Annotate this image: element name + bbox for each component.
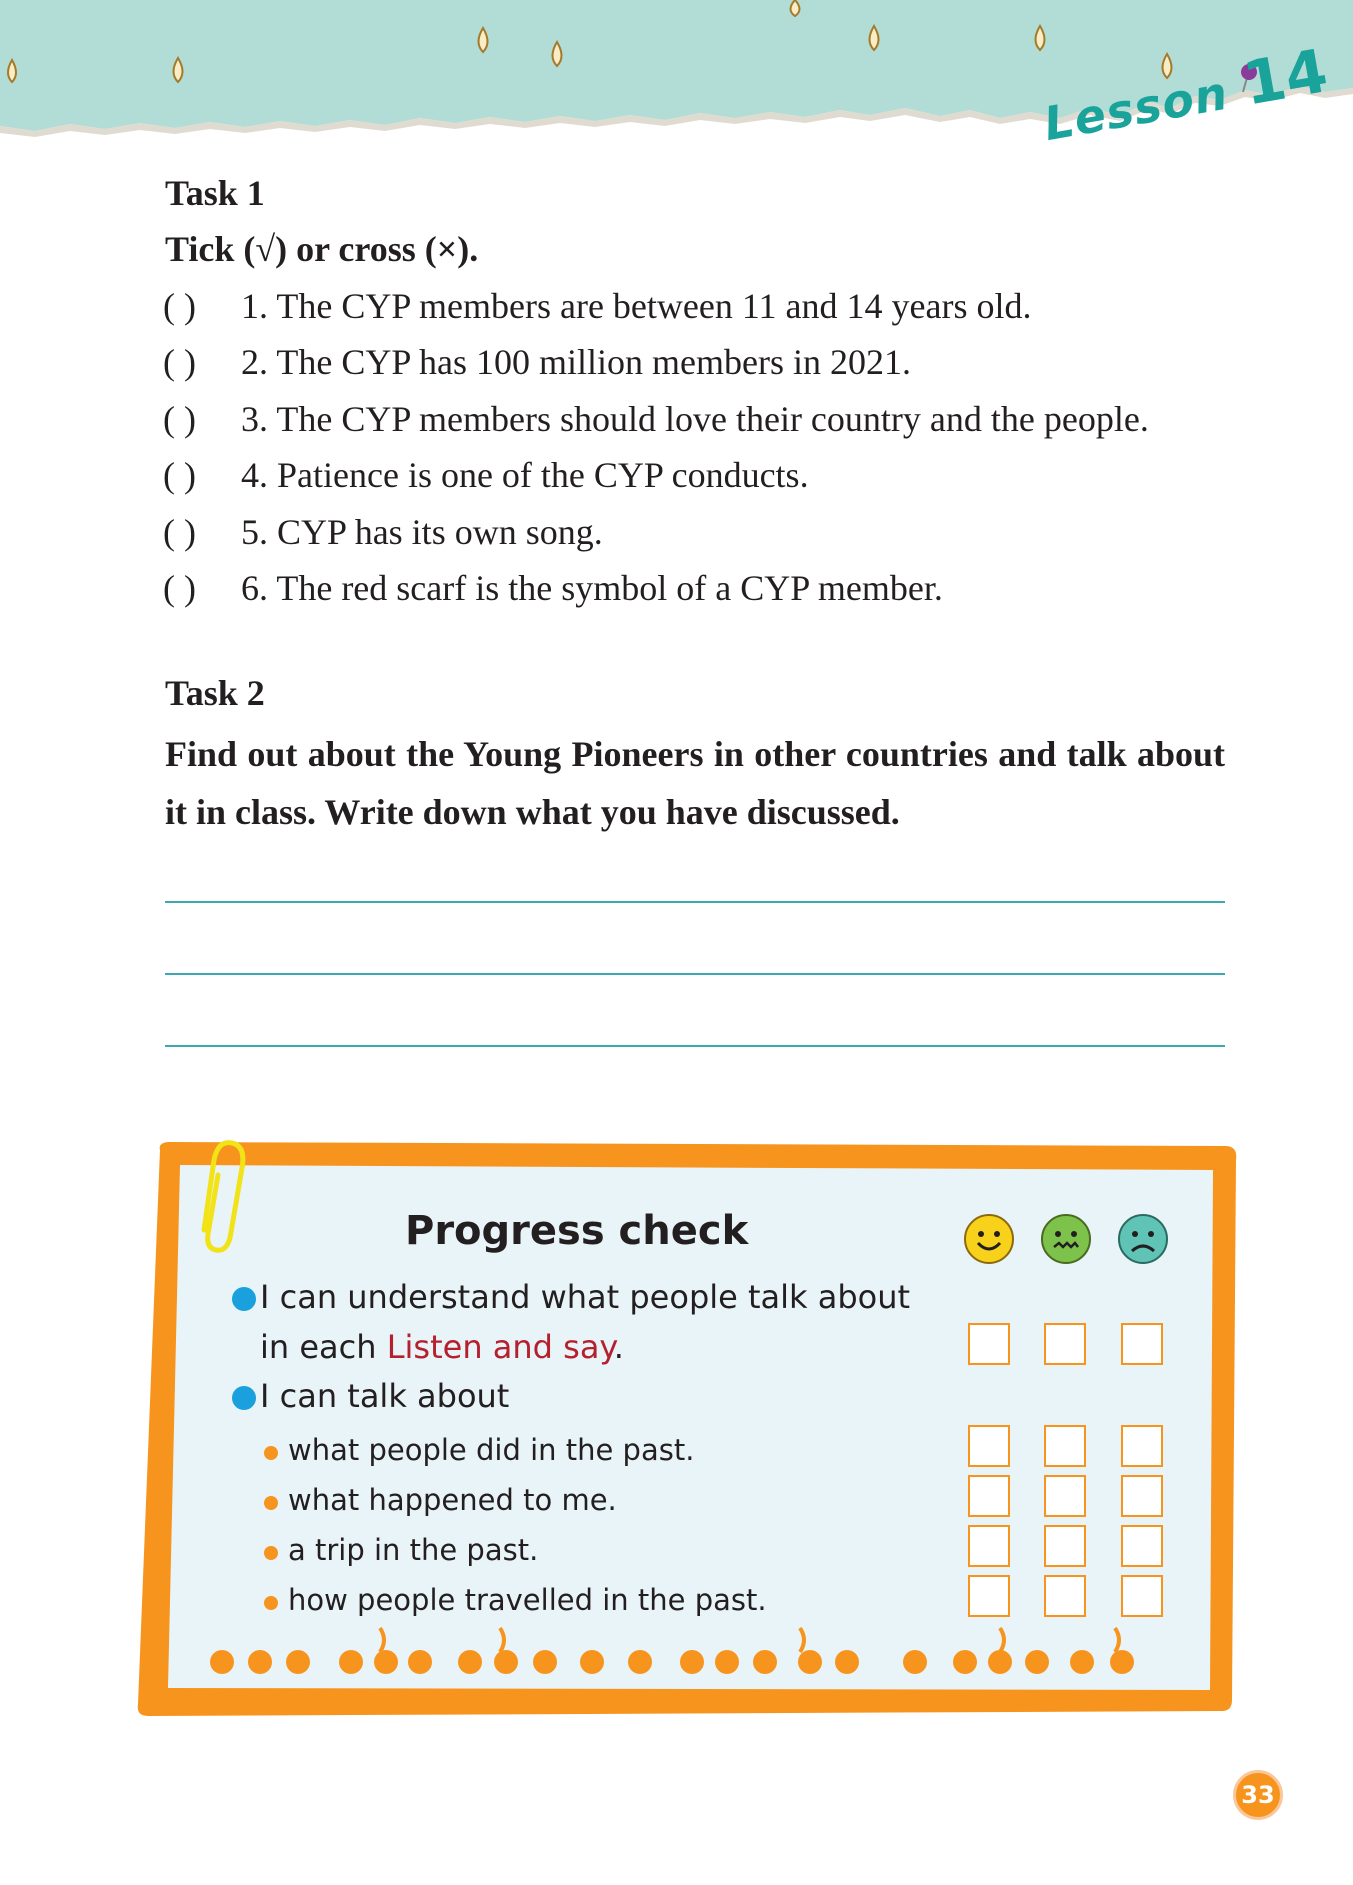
task2-title: Task 2 <box>165 673 265 713</box>
checkbox-worried[interactable] <box>1044 1425 1086 1467</box>
sub-item: a trip in the past. <box>288 1533 539 1567</box>
checkbox-happy[interactable] <box>968 1525 1010 1567</box>
listen-and-say-highlight: Listen and say <box>386 1328 614 1366</box>
checkbox-sad[interactable] <box>1121 1575 1163 1617</box>
answer-bracket[interactable]: ( ) <box>163 455 196 495</box>
bullet-icon <box>264 1496 278 1510</box>
answer-bracket[interactable]: ( ) <box>163 342 196 382</box>
task1-item-text: 4. Patience is one of the CYP conducts. <box>241 455 809 495</box>
checkbox-happy[interactable] <box>968 1475 1010 1517</box>
checkbox-worried[interactable] <box>1044 1475 1086 1517</box>
bullet-icon <box>264 1446 278 1460</box>
sub-item: how people travelled in the past. <box>288 1583 767 1617</box>
statement-line: I can understand what people talk about <box>260 1278 911 1316</box>
answer-bracket[interactable]: ( ) <box>163 399 196 439</box>
bullet-icon <box>264 1546 278 1560</box>
lesson-number: 14 <box>1238 36 1333 120</box>
checkbox-worried[interactable] <box>1044 1525 1086 1567</box>
task1-item-text: 3. The CYP members should love their country and the people. <box>241 399 1149 439</box>
bullet-icon <box>232 1287 256 1311</box>
page-number: 33 <box>1233 1770 1283 1820</box>
checkbox-happy[interactable] <box>968 1425 1010 1467</box>
answer-bracket[interactable]: ( ) <box>163 512 196 552</box>
happy-face-icon <box>963 1213 1015 1265</box>
task1-instruction: Tick (√) or cross (×). <box>165 229 479 269</box>
checkbox-sad[interactable] <box>1121 1475 1163 1517</box>
task1-title: Task 1 <box>165 173 265 213</box>
task1-item-text: 5. CYP has its own song. <box>241 512 603 552</box>
checkbox-happy[interactable] <box>968 1575 1010 1617</box>
statement-line: I can talk about <box>260 1377 510 1415</box>
task1-item-text: 2. The CYP has 100 million members in 2021. <box>241 342 911 382</box>
answer-bracket[interactable]: ( ) <box>163 568 196 608</box>
task2-instruction: Find out about the Young Pioneers in other countries and talk about it in class. Write down what you have discussed. <box>165 734 1225 832</box>
task1-item-text: 6. The red scarf is the symbol of a CYP member. <box>241 568 943 608</box>
lesson-word: Lesson <box>1039 65 1233 152</box>
progress-check-title: Progress check <box>405 1208 749 1254</box>
checkbox-worried[interactable] <box>1044 1575 1086 1617</box>
checkbox-sad[interactable] <box>1121 1525 1163 1567</box>
sad-face-icon <box>1117 1213 1169 1265</box>
task1-item-text: 1. The CYP members are between 11 and 14 years old. <box>241 286 1032 326</box>
sub-item: what happened to me. <box>288 1483 617 1517</box>
sub-item: what people did in the past. <box>288 1433 695 1467</box>
answer-bracket[interactable]: ( ) <box>163 286 196 326</box>
statement-line: in each Listen and say. <box>260 1328 624 1366</box>
bullet-icon <box>264 1596 278 1610</box>
checkbox-sad[interactable] <box>1121 1323 1163 1365</box>
bullet-icon <box>232 1386 256 1410</box>
checkbox-worried[interactable] <box>1044 1323 1086 1365</box>
checkbox-happy[interactable] <box>968 1323 1010 1365</box>
worried-face-icon <box>1040 1213 1092 1265</box>
checkbox-sad[interactable] <box>1121 1425 1163 1467</box>
